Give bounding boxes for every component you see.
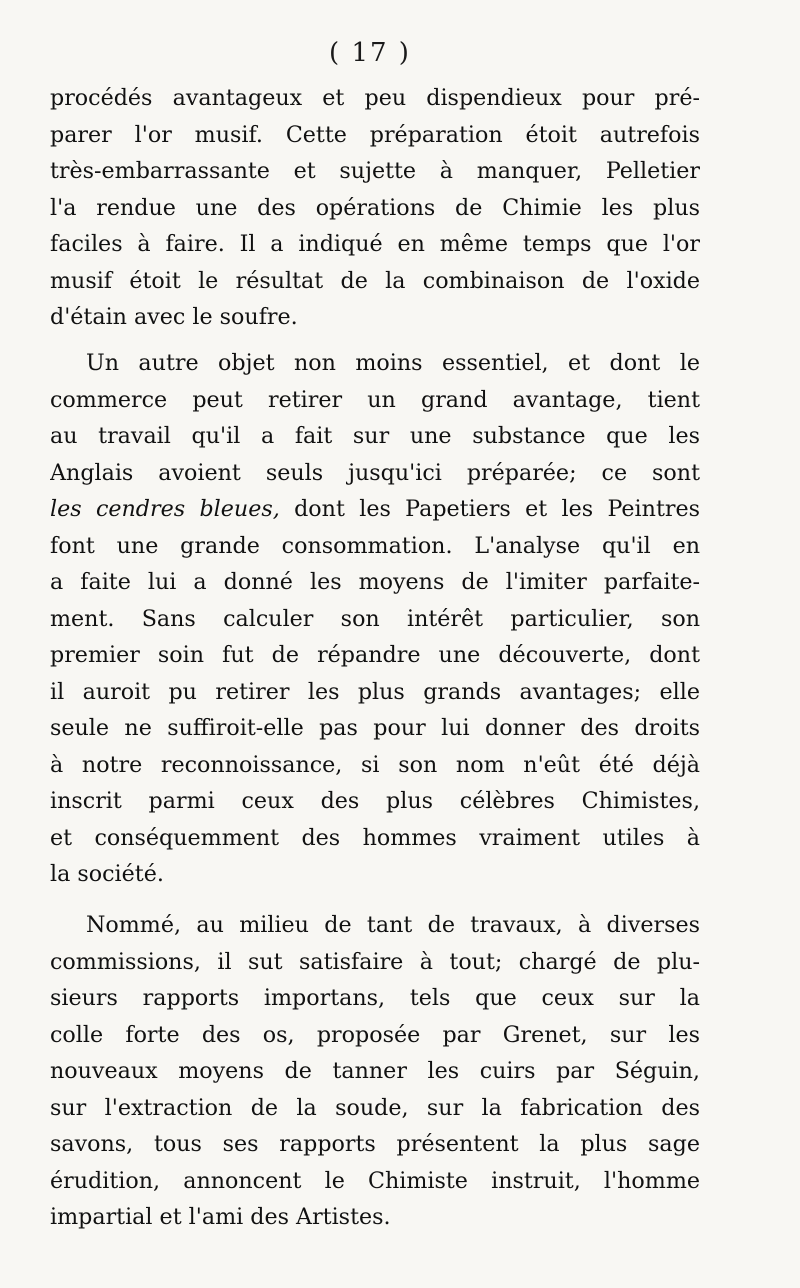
- page-number: ( 17 ): [329, 38, 411, 68]
- text-line: il auroit pu retirer les plus grands avantages; elle: [50, 678, 700, 705]
- text-line: Nommé, au milieu de tant de travaux, à diverses: [86, 912, 700, 938]
- text-line: procédés avantageux et peu dispendieux pour pré-: [50, 85, 700, 111]
- text-line: sieurs rapports importans, tels que ceux sur la: [50, 985, 700, 1011]
- text-line: parer l'or musif. Cette préparation étoit autrefois: [50, 121, 700, 148]
- text-line: sur l'extraction de la soude, sur la fabrication des: [50, 1094, 700, 1121]
- text-line: érudition, annoncent le Chimiste instruit, l'homme: [50, 1167, 700, 1194]
- text-line: impartial et l'ami des Artistes.: [50, 1204, 391, 1230]
- text-line: inscrit parmi ceux des plus célèbres Chimistes,: [50, 788, 700, 814]
- text-line: la société.: [50, 861, 164, 887]
- text-line: commissions, il sut satisfaire à tout; chargé de plu-: [50, 948, 700, 975]
- text-line: nouveaux moyens de tanner les cuirs par Séguin,: [50, 1058, 700, 1084]
- text-line: Un autre objet non moins essentiel, et dont le: [86, 350, 700, 376]
- text-line: savons, tous ses rapports présentent la plus sage: [50, 1131, 700, 1157]
- paragraph-commissions: [50, 907, 700, 1236]
- text-line: commerce peut retirer un grand avantage, tient: [50, 386, 700, 413]
- text-line: et conséquemment des hommes vraiment utiles à: [50, 824, 700, 851]
- text-line: premier soin fut de répandre une découverte, dont: [50, 642, 700, 668]
- line-rest: dont les Papetiers et les Peintres: [279, 496, 700, 522]
- paragraph-cendres-bleues: [50, 345, 700, 893]
- text-line: faciles à faire. Il a indiqué en même temps que l'or: [50, 231, 700, 257]
- text-line: Anglais avoient seuls jusqu'ici préparée; ce sont: [50, 459, 700, 486]
- italic-term: les cendres bleues,: [50, 496, 280, 522]
- text-line: ment. Sans calculer son intérêt particulier, son: [50, 605, 700, 632]
- text-line: font une grande consommation. L'analyse qu'il en: [50, 532, 700, 559]
- text-line: seule ne suffiroit-elle pas pour lui donner des droits: [50, 715, 700, 741]
- text-line: très-embarrassante et sujette à manquer, Pelletier: [50, 158, 700, 184]
- text-line-italic-term: [50, 491, 700, 528]
- text-line: au travail qu'il a fait sur une substance que les: [50, 423, 700, 449]
- paragraph-or-musif: [50, 80, 700, 336]
- text-line: d'étain avec le soufre.: [50, 304, 298, 330]
- text-line: a faite lui a donné les moyens de l'imiter parfaite-: [50, 569, 700, 595]
- text-line: à notre reconnoissance, si son nom n'eût été déjà: [50, 751, 700, 778]
- text-line: l'a rendue une des opérations de Chimie les plus: [50, 194, 700, 221]
- text-line: colle forte des os, proposée par Grenet, sur les: [50, 1021, 700, 1048]
- text-line: musif étoit le résultat de la combinaison de l'oxide: [50, 267, 700, 294]
